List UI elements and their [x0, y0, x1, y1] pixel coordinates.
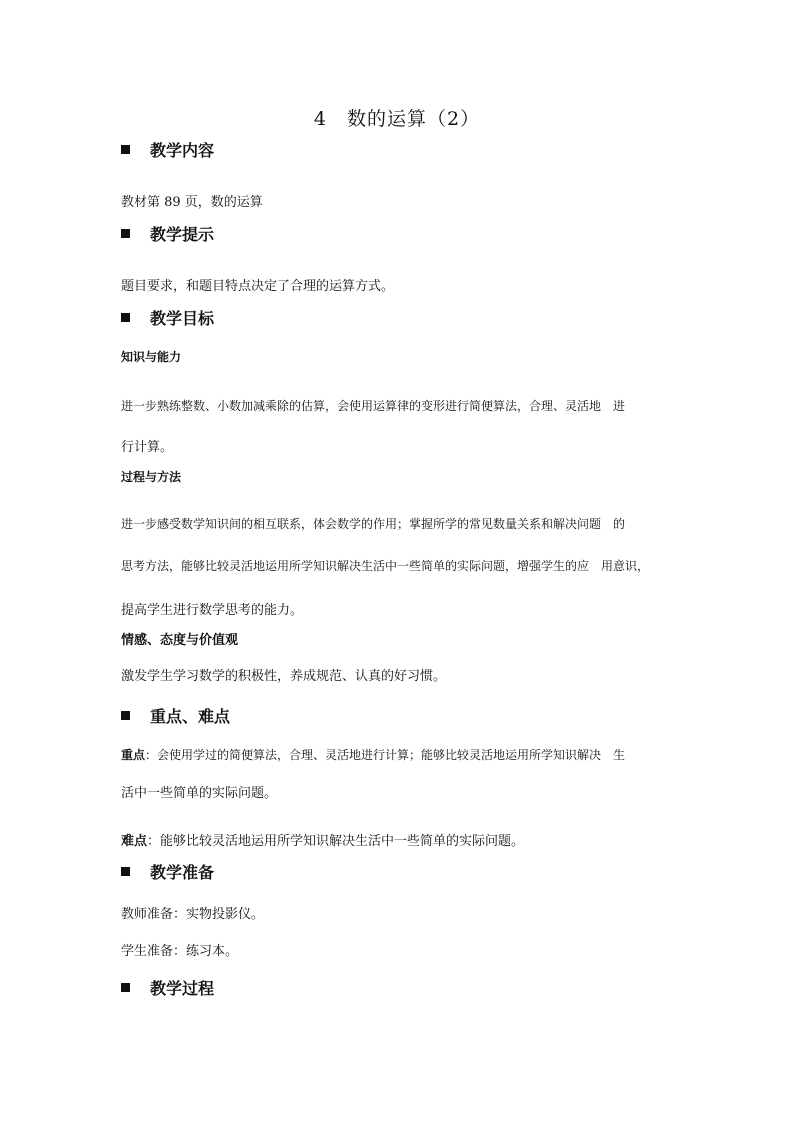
- hint-text: 题目要求，和题目特点决定了合理的运算方式。: [121, 279, 395, 294]
- section-heading-label: 教学过程: [150, 979, 215, 998]
- section-heading-label: 教学准备: [150, 863, 215, 882]
- subheading-process: 过程与方法: [121, 470, 182, 484]
- section-heading-keypoints: [121, 704, 230, 727]
- section-heading-label: 重点、难点: [150, 707, 231, 726]
- section-heading-hint: [121, 222, 214, 245]
- process-line-3: 提高学生进行数学思考的能力。: [121, 603, 304, 618]
- process-line-2: 思考方法，能够比较灵活地运用所学知识解决生活中一些简单的实际问题，增强学生的应 用意识，: [121, 559, 650, 573]
- subheading-knowledge: 知识与能力: [121, 350, 182, 364]
- key-point-label: 重点: [121, 748, 146, 762]
- section-heading-prep: [121, 860, 214, 883]
- square-bullet-icon: [121, 867, 130, 876]
- square-bullet-icon: [121, 313, 130, 322]
- knowledge-line-1: 进一步熟练整数、小数加减乘除的估算，会使用运算律的变形进行简便算法，合理、灵活地 进: [121, 399, 626, 413]
- square-bullet-icon: [121, 983, 130, 992]
- process-line-1: 进一步感受数学知识间的相互联系，体会数学的作用；掌握所学的常见数量关系和解决问题 的: [121, 517, 626, 531]
- difficulty-text: ：能够比较灵活地运用所学知识解决生活中一些简单的实际问题。: [147, 834, 525, 849]
- square-bullet-icon: [121, 711, 130, 720]
- square-bullet-icon: [121, 145, 130, 154]
- section-heading-process: [121, 976, 214, 999]
- key-point-line-1: [121, 746, 625, 763]
- content-text: 教材第 89 页，数的运算: [121, 195, 263, 210]
- difficulty-line: [121, 830, 524, 849]
- knowledge-line-2: 行计算。: [121, 440, 174, 455]
- section-heading-goals: [121, 306, 214, 329]
- section-heading-content: [121, 138, 214, 161]
- page-title: 4 数的运算（2）: [313, 108, 481, 130]
- section-heading-label: 教学提示: [150, 225, 215, 244]
- teacher-prep: 教师准备：实物投影仪。: [121, 907, 265, 922]
- subheading-emotion: 情感、态度与价值观: [121, 633, 239, 648]
- square-bullet-icon: [121, 229, 130, 238]
- key-point-text: ：会使用学过的简便算法，合理、灵活地进行计算；能够比较灵活地运用所学知识解决 生: [145, 748, 626, 762]
- student-prep: 学生准备：练习本。: [121, 944, 239, 959]
- key-point-line-2: 活中一些简单的实际问题。: [121, 786, 278, 801]
- emotion-text: 激发学生学习数学的积极性，养成规范、认真的好习惯。: [121, 669, 447, 684]
- section-heading-label: 教学目标: [150, 309, 215, 328]
- section-heading-label: 教学内容: [150, 141, 215, 160]
- difficulty-label: 难点: [121, 834, 148, 849]
